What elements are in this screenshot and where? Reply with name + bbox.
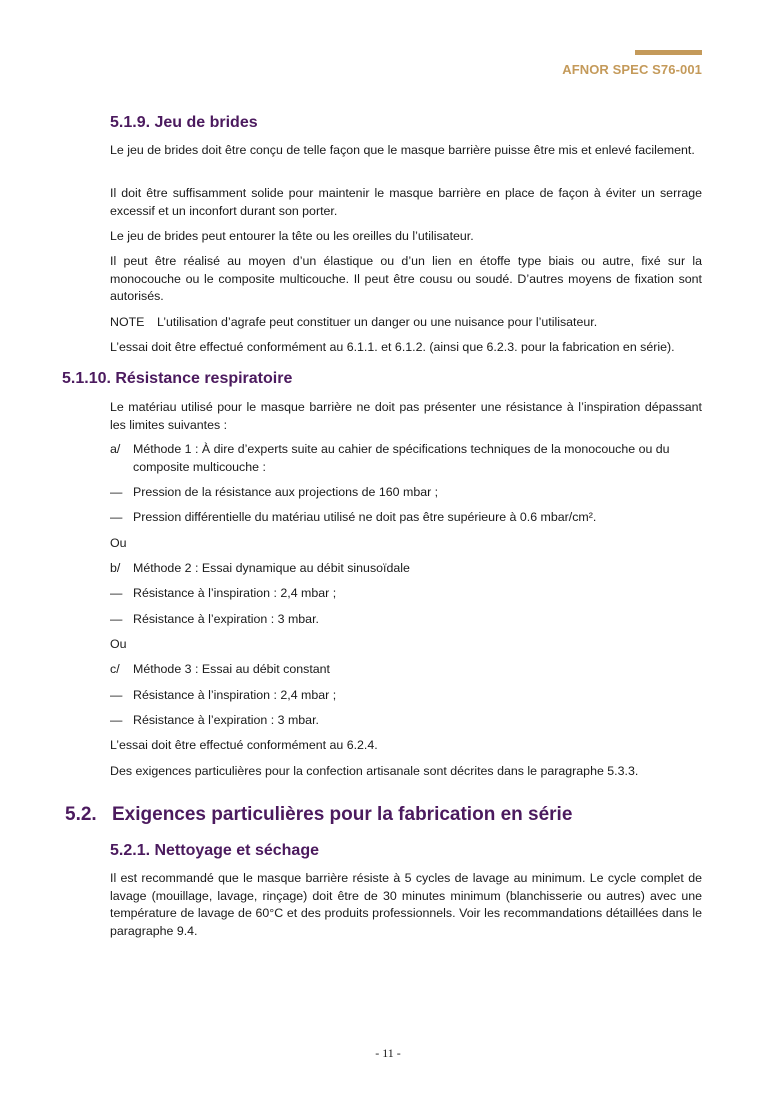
list-item xyxy=(110,484,702,502)
list-text: Pression de la résistance aux projections de 160 mbar ; xyxy=(133,485,439,499)
list-text: Résistance à l’inspiration : 2,4 mbar ; xyxy=(133,688,337,702)
note-label: NOTE xyxy=(110,315,145,329)
list-marker: a/ xyxy=(110,442,121,456)
or-text: Ou xyxy=(110,637,127,651)
page-number: - 11 - xyxy=(375,1046,401,1060)
section-heading-5-2-1: 5.2.1. Nettoyage et séchage xyxy=(110,842,319,859)
dash-icon: — xyxy=(110,586,123,600)
paragraph: Il est recommandé que le masque barrière résiste à 5 cycles de lavage au minimum. Le cycle complet de lavage (mouillage, lavage, rinçage) doit être de 30 minutes minimum (blanchisserie ou autres) avec une température de lavage de 60°C et des produits professionnels. Voir les recommandations détaillées dans le paragraphe 9.4. xyxy=(110,871,702,938)
paragraph: Le jeu de brides peut entourer la tête ou les oreilles du l’utilisateur. xyxy=(110,229,474,243)
paragraph: Des exigences particulières pour la confection artisanale sont décrites dans le paragraphe 5.3.3. xyxy=(110,764,639,778)
list-marker: b/ xyxy=(110,561,121,575)
list-text: Méthode 1 : À dire d’experts suite au cahier de spécifications techniques de la monocouche ou du composite multicouche : xyxy=(133,442,670,474)
list-text: Méthode 3 : Essai au débit constant xyxy=(133,662,330,676)
section-heading-5-2 xyxy=(65,804,572,826)
list-item xyxy=(110,560,702,578)
paragraph: Il peut être réalisé au moyen d’un élastique ou d’un lien en étoffe type biais ou autre, fixé sur la monocouche ou le composite multicouche. Il peut être cousu ou soudé. D’autres moyens de fixation sont autorisés. xyxy=(110,254,702,303)
dash-icon: — xyxy=(110,510,123,524)
list-item xyxy=(110,441,702,476)
list-text: Méthode 2 : Essai dynamique au débit sinusoïdale xyxy=(133,561,410,575)
list-item xyxy=(110,611,702,629)
header-accent-bar xyxy=(635,50,702,55)
paragraph: Il doit être suffisamment solide pour maintenir le masque barrière en place de façon à éviter un serrage excessif et un inconfort durant son porter. xyxy=(110,186,702,218)
list-text: Résistance à l’expiration : 3 mbar. xyxy=(133,713,319,727)
list-item xyxy=(110,585,702,603)
note xyxy=(110,314,702,332)
list-item-or xyxy=(110,636,702,654)
or-text: Ou xyxy=(110,536,127,550)
section-heading-5-1-9: 5.1.9. Jeu de brides xyxy=(110,114,258,131)
note-text: L’utilisation d’agrafe peut constituer un danger ou une nuisance pour l’utilisateur. xyxy=(157,315,598,329)
section-heading-5-1-10: 5.1.10. Résistance respiratoire xyxy=(62,370,293,387)
list-item-or xyxy=(110,535,702,553)
section-number: 5.2. xyxy=(65,804,97,825)
list-text: Pression différentielle du matériau utilisé ne doit pas être supérieure à 0.6 mbar/cm². xyxy=(133,510,597,524)
paragraph: L’essai doit être effectué conformément au 6.1.1. et 6.1.2. (ainsi que 6.2.3. pour la fabrication en série). xyxy=(110,340,675,354)
list-text: Résistance à l’inspiration : 2,4 mbar ; xyxy=(133,586,337,600)
paragraph: Le jeu de brides doit être conçu de telle façon que le masque barrière puisse être mis et enlevé facilement. xyxy=(110,143,695,157)
list-text: Résistance à l’expiration : 3 mbar. xyxy=(133,612,319,626)
list-marker: c/ xyxy=(110,662,120,676)
list-item xyxy=(110,509,702,527)
document-code: AFNOR SPEC S76-001 xyxy=(562,62,702,77)
section-title: Exigences particulières pour la fabrication en série xyxy=(112,804,573,825)
list-item xyxy=(110,712,702,730)
dash-icon: — xyxy=(110,485,123,499)
dash-icon: — xyxy=(110,713,123,727)
dash-icon: — xyxy=(110,688,123,702)
paragraph: Le matériau utilisé pour le masque barrière ne doit pas présenter une résistance à l’inspiration dépassant les limites suivantes : xyxy=(110,400,702,432)
list-item xyxy=(110,661,702,679)
dash-icon: — xyxy=(110,612,123,626)
paragraph: L’essai doit être effectué conformément au 6.2.4. xyxy=(110,738,378,752)
list-item xyxy=(110,687,702,705)
